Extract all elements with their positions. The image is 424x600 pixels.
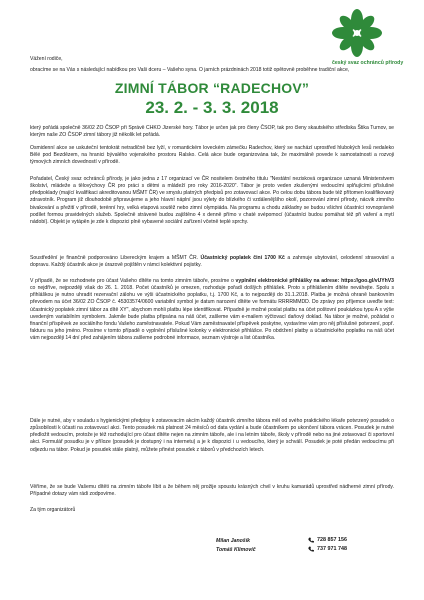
paragraph-organizer: který pořádá společně 36/02 ZO ČSOP při Správě CHKO Jizerské hory. Tábor je určen jak pro členy ČSOP, tak pro členy skautského střediska Štika Turnov, se kterým naše ZO ČSOP zimní tábory již několik let pořádá.	[30, 125, 394, 139]
intro-paragraph: obracíme se na Vás s následující nabídkou pro Vaši dceru – Vašeho syna. O jarních prázdninách 2018 totiž opětovně proběhne tradiční akce,	[30, 67, 350, 73]
logo-caption: český svaz ochránců přírody	[332, 60, 404, 66]
paragraph-location: Osmidenní akce se uskuteční tentokrát netradičně bez lyží, v romantickém loveckém zámečku Radechov, který se nachází uprostřed hlubokých lesů nedaleko Bělé pod Bezdězem, na hranici bývalého vojenského prostoru Ralsko. Celá akce bude organizována tak, že maximálně povede k samostatnosti a rozvoji týmových zimních dovedností v přírodě.	[30, 145, 394, 166]
paragraph-medical: Dále je nutné, aby v souladu s hygienickými předpisy k zotavovacím akcím každý účastník zimního tábora měl od svého praktického lékaře potvrzený posudek o způsobilosti k účasti na zotavovací akci. Tento posudek má platnost 24 měsíců od data vydání a bude účastníkem po ukončení tábora vrácen. Posudek je nutné předložit vedoucím, protože je též rozhodující pro účast dítěte nejen na zimním táboře, ale i na letním táboře, školy v přírodě nebo na jiné zotavovací či sportovní akci. Formulář posudku je v příloze (posudek je dostupný i na internetu) a je k dispozici i u vedoucího, který je schválí. Posudek je poté předán vedoucímu při odjezdu na tábor. Pokud je posudek stále platný, můžete přinést posudek z táborů v předchozích letech.	[30, 418, 394, 453]
camp-dates: 23. 2. - 3. 3. 2018	[145, 98, 279, 117]
phone-number: 737 971 748	[317, 546, 347, 552]
phone-icon	[308, 537, 314, 543]
organizer-phone-2	[308, 546, 347, 552]
fee-support-text: Soustředění je finančně podporováno Libereckým krajem a MŠMT ČR.	[30, 255, 201, 261]
leaf-logo-icon	[326, 8, 388, 58]
phone-icon	[308, 546, 314, 552]
registration-details: co nejdříve, nejpozději však do 26. 1. 2018. Počet účastníků je omezen, rozhoduje pořadí došlých přihlášek. Proto s přihlášením dítěte neváhejte. Spolu s přihláškou je nutno uhradit rezervační zálohu ve výši účastnického poplatku, t.j. 1700 Kč, a to nejpozději do 31.1.2018. Platba je možná ohraně bankovním převodem na účet 36/02 ZO ČSOP č. 45303574/0600 variabilní symbol je datum narození dítěte ve formátu RRRRMMDD. Do zprávy pro příjemce uveďte text: účastnický poplatek zimní tábor za dítě XY", abychom mohli platbu lépe identifikovat. Případně je možné poslat platbu na účet poštovní poukázkou typu A s výše uvedeným variabilním symbolem. Jakmile bude platba připsána na náš účet, zašleme vám e-mailem výčtovací daňový doklad. Na tábor je možné, požádat o finanční příspěvek ze sociálního fondu Vašeho zaměstnavatele. Pokud Vám zaměstnavatel příspěvek poskytne, vystavíme vám pro něj příslušné potvrzení, popř. fakturu na jeho jméno. Prosíme v tomto případě o vyplnění příslušné kolonky v elektronické přihlášce. Po obdržení platby a účastnického poplatku na náš účet vám nejpozději 14 dní před zahájením tábora zašleme podrobné informace, seznam výstroje a list účastníka.	[30, 285, 394, 342]
fee-details: a zahrnuje ubytování, celodenní stravování a dopravu. Každý účastník akce je úrazově pojištěn v rámci kolektivní pojistky.	[30, 255, 395, 269]
paragraph-program: Pořadatel, Český svaz ochránců přírody, je jako jedna z 17 organizací ve ČR nositelem čestného titulu "Nestátní nezisková organizace uznaná Ministerstvem školství, mládeže a tělovýchovy ČR pro práci s dětmi a mládeží pro roky 2016-2020". Tábor je proto veden zkušenými vedoucími splňujícími příslušné předpoklady (mající kvalifikaci akreditovanou MŠMT ČR) ve smyslu platných předpisů pro zotavovací akce. Po celou dobu tábora bude též přítomen kvalifikovaný zdravotník. Program již dlouhodobě připravujeme a jeho hlavní náplní jsou výlety do blízkého či vzdálenějšího okolí, pozorování zimní přírody, nácvik zimního bivakování a přežití v přírodě, terénní hry, velká etapová soutěž nebo zimní olympiáda. Na programu a chodu základny se budou všichni účastníci rovnoprávně podílet formou pravidelných služeb. Společně strávené budou zajištěno 4 x denně přímo v chaté svépomocí (účastníci budou pomáhat též při vaření a mytí nádobí). Objekt je vytápěn je zde k dispozici plně vybavené sociální zařízení včetně teplé sprchy.	[30, 176, 395, 225]
camp-title: ZIMNÍ TÁBOR “RADECHOV”	[114, 80, 310, 96]
paragraph-registration	[30, 278, 394, 342]
closing-signoff: Za tým organizátorů	[30, 507, 76, 513]
paragraph-closing: Věříme, že se bude Vašemu dítěti na zimním táboře líbit a že během něj prožije spoustu krásných chvil v kruhu kamarádů uprostřed nádherné zimní přírody. Případné dotazy vám rádi zodpovíme.	[30, 484, 394, 498]
organizer-name-2: Tomáš Klimovič	[216, 547, 256, 553]
organizer-name-1: Milan Janošík	[216, 538, 251, 544]
greeting: Vážení rodiče,	[30, 56, 63, 62]
fee-amount: Účastnický poplatek činí 1700 Kč	[200, 255, 285, 261]
organizer-phone-1	[308, 537, 347, 543]
csop-logo	[326, 8, 404, 76]
phone-number: 728 857 156	[317, 537, 347, 543]
registration-intro: V případě, že se rozhodnete pro účast Vašeho dítěte na tomto zimním táboře, prosíme o	[30, 278, 236, 284]
registration-link[interactable]: vyplnění elektronické přihlášky na adrese: https://goo.gl/vUYhV3	[235, 278, 394, 284]
paragraph-fee	[30, 255, 394, 269]
